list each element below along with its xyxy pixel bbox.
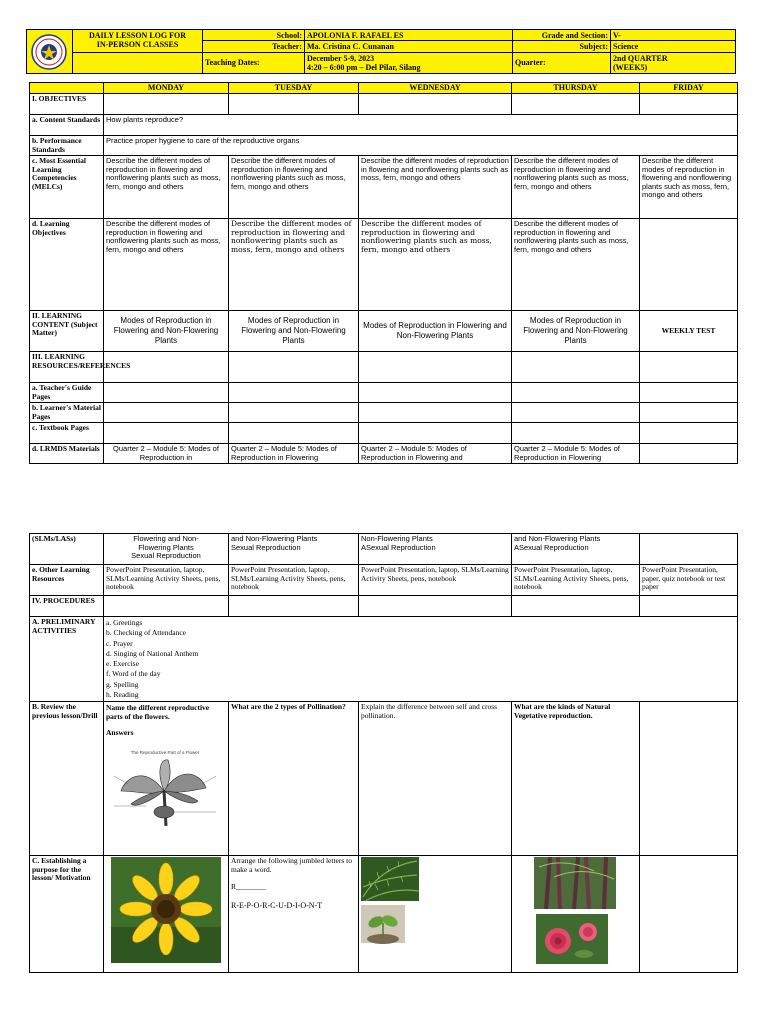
lrmds-wednesday-top: Quarter 2 – Module 5: Modes of Reproduction in Flowering and — [359, 444, 512, 464]
header-table — [26, 29, 736, 74]
day-header-wednesday: WEDNESDAY — [359, 83, 512, 94]
content-wednesday: Modes of Reproduction in Flowering and Non-Flowering Plants — [359, 311, 512, 352]
objective-monday: Describe the different modes of reproduction in flowering and nonflowering plants such as moss, fern, mongo and others — [104, 219, 229, 311]
list-item: d. Singing of National Anthem — [106, 648, 199, 658]
label-learning-resources: III. LEARNING RESOURCES/REFERENCES — [30, 352, 104, 383]
list-item: c. Prayer — [106, 638, 133, 648]
dates-line2: 4:20 – 6:00 pm – Del Pilar, Silang — [307, 62, 421, 72]
deped-seal-icon — [31, 34, 67, 70]
title-line1: DAILY LESSON LOG FOR — [89, 31, 186, 40]
review-monday-answers: Answers — [106, 728, 134, 738]
subject-value: Science — [611, 41, 736, 52]
label-learners-material: b. Learner's Material Pages — [30, 403, 104, 423]
day-header-tuesday: TUESDAY — [229, 83, 359, 94]
review-wednesday: Explain the difference between self and cross pollination. — [359, 702, 512, 856]
motivation-wednesday — [359, 856, 512, 973]
melc-thursday: Describe the different modes of reproduction in flowering and nonflowering plants such as moss, fern, mongo and others — [512, 156, 640, 219]
quarter-line2: (WEEK5) — [613, 62, 648, 72]
title-cell — [73, 30, 203, 53]
label-procedures: IV. PROCEDURES — [30, 596, 104, 617]
logo-cell — [27, 30, 73, 74]
list-item: a. Greetings — [106, 618, 143, 627]
objective-tuesday: Describe the different modes of reproduction in flowering and nonflowering plants such as moss, fern, mongo and others — [229, 219, 359, 311]
other-resources-tuesday: PowerPoint Presentation, laptop, SLMs/Learning Activity Sheets, pens, notebook — [229, 565, 359, 596]
label-review: B. Review the previous lesson/Drill — [30, 702, 104, 856]
quarter-label: Quarter: — [513, 52, 611, 74]
label-performance-standards: b. Performance Standards — [30, 136, 104, 156]
preliminary-activities-list — [104, 617, 738, 702]
list-item: e. Exercise — [106, 659, 139, 669]
list-item: h. Reading — [106, 690, 139, 700]
subject-label: Subject: — [513, 41, 611, 52]
content-monday: Modes of Reproduction in Flowering and Non-Flowering Plants — [104, 311, 229, 352]
dates-label: Teaching Dates: — [203, 52, 305, 74]
teacher-value: Ma. Cristina C. Cunanan — [305, 41, 513, 52]
lrmds-tuesday-bottom: and Non-Flowering Plants Sexual Reproduction — [229, 534, 359, 565]
lrmds-monday-top: Quarter 2 – Module 5: Modes of Reproduction in — [104, 444, 229, 464]
other-resources-monday: PowerPoint Presentation, laptop, SLMs/Learning Activity Sheets, pens, notebook — [104, 565, 229, 596]
content-friday-weekly-test: WEEKLY TEST — [640, 311, 738, 352]
label-objectives: I. OBJECTIVES — [30, 94, 104, 115]
label-teachers-guide: a. Teacher's Guide Pages — [30, 383, 104, 403]
lesson-grid-part2 — [29, 533, 738, 973]
fern-image — [361, 857, 419, 901]
other-resources-wednesday: PowerPoint Presentation, laptop, SLMs/Learning Activity Sheets, pens, notebook — [359, 565, 512, 596]
content-thursday: Modes of Reproduction in Flowering and Non-Flowering Plants — [512, 311, 640, 352]
melc-wednesday: Describe the different modes of reproduction in flowering and nonflowering plants such as moss, fern, mongo and others — [359, 156, 512, 219]
jumble-letters: R-E-P-O-R-C-U-D-I-O-N-T — [231, 900, 323, 910]
lrmds-monday-bottom: Flowering and Non- Flowering Plants Sexual Reproduction — [104, 534, 229, 565]
lrmds-tuesday-top: Quarter 2 – Module 5: Modes of Reproduction in Flowering — [229, 444, 359, 464]
sunflower-image — [111, 857, 221, 963]
flower-figure-title: The Reproductive Part of a Flower — [130, 749, 200, 755]
day-header-monday: MONDAY — [104, 83, 229, 94]
objective-thursday: Describe the different modes of reproduction in flowering and nonflowering plants such as moss, fern, mongo and others — [512, 219, 640, 311]
grade-label: Grade and Section: — [513, 30, 611, 41]
lrmds-wednesday-bottom: Non-Flowering Plants ASexual Reproduction — [359, 534, 512, 565]
quarter-line1: 2nd QUARTER — [613, 53, 668, 63]
label-learning-content: II. LEARNING CONTENT (Subject Matter) — [30, 311, 104, 352]
label-preliminary: A. PRELIMINARY ACTIVITIES — [30, 617, 104, 702]
day-header-blank — [30, 83, 104, 94]
review-thursday: What are the kinds of Natural Vegetative reproduction. — [512, 702, 640, 856]
label-slms: (SLMs/LASs) — [30, 534, 104, 565]
melc-tuesday: Describe the different modes of reproduction in flowering and nonflowering plants such as moss, fern, mongo and others — [229, 156, 359, 219]
label-content-standards: a. Content Standards — [30, 115, 104, 136]
school-label: School: — [203, 30, 305, 41]
rose-image — [536, 914, 608, 964]
review-monday — [104, 702, 229, 856]
flower-parts-figure — [106, 746, 224, 828]
motivation-thursday — [512, 856, 640, 973]
jumble-instructions: Arrange the following jumbled letters to make a word. — [231, 856, 353, 874]
motivation-monday — [104, 856, 229, 973]
label-learning-objectives: d. Learning Objectives — [30, 219, 104, 311]
lesson-grid-part1 — [29, 82, 738, 464]
lrmds-thursday-top: Quarter 2 – Module 5: Modes of Reproduction in Flowering — [512, 444, 640, 464]
dates-value — [305, 52, 513, 74]
label-textbook: c. Textbook Pages — [30, 423, 104, 444]
list-item: g. Spelling — [106, 679, 139, 689]
day-header-thursday: THURSDAY — [512, 83, 640, 94]
melc-friday: Describe the different modes of reproduction in flowering and nonflowering plants such as moss, fern, mongo and others — [640, 156, 738, 219]
teacher-label: Teacher: — [203, 41, 305, 52]
jumble-answer-blank: R________ — [231, 882, 267, 892]
other-resources-friday: PowerPoint Presentation, paper, quiz notebook or test paper — [640, 565, 738, 596]
seedling-image — [361, 905, 405, 943]
day-header-friday: FRIDAY — [640, 83, 738, 94]
content-standards-value: How plants reproduce? — [104, 115, 738, 136]
performance-standards-value: Practice proper hygiene to care of the reproductive organs — [104, 136, 738, 156]
label-melcs: c. Most Essential Learning Competencies (MELCs) — [30, 156, 104, 219]
label-other-resources: e. Other Learning Resources — [30, 565, 104, 596]
list-item: f. Word of the day — [106, 669, 161, 679]
school-value: APOLONIA F. RAFAEL ES — [305, 30, 513, 41]
grade-value: V- — [611, 30, 736, 41]
review-monday-question: Name the different reproductive parts of the flowers. — [106, 703, 210, 721]
review-tuesday: What are the 2 types of Pollination? — [229, 702, 359, 856]
dates-line1: December 5-9, 2023 — [307, 53, 375, 63]
objective-wednesday: Describe the different modes of reproduction in flowering and nonflowering plants such as moss, fern, mongo and others — [359, 219, 512, 311]
other-resources-thursday: PowerPoint Presentation, laptop, SLMs/Learning Activity Sheets, pens, notebook — [512, 565, 640, 596]
sugarcane-image — [534, 857, 616, 909]
title-line2: IN-PERSON CLASSES — [96, 40, 179, 49]
motivation-tuesday — [229, 856, 359, 973]
label-lrmds: d. LRMDS Materials — [30, 444, 104, 464]
lrmds-thursday-bottom: and Non-Flowering Plants ASexual Reproduction — [512, 534, 640, 565]
content-tuesday: Modes of Reproduction in Flowering and Non-Flowering Plants — [229, 311, 359, 352]
quarter-value — [611, 52, 736, 74]
list-item: b. Checking of Attendance — [106, 628, 186, 638]
label-purpose: C. Establishing a purpose for the lesson/ Motivation — [30, 856, 104, 973]
title-spacer — [73, 52, 203, 74]
melc-monday: Describe the different modes of reproduction in flowering and nonflowering plants such as moss, fern, mongo and others — [104, 156, 229, 219]
